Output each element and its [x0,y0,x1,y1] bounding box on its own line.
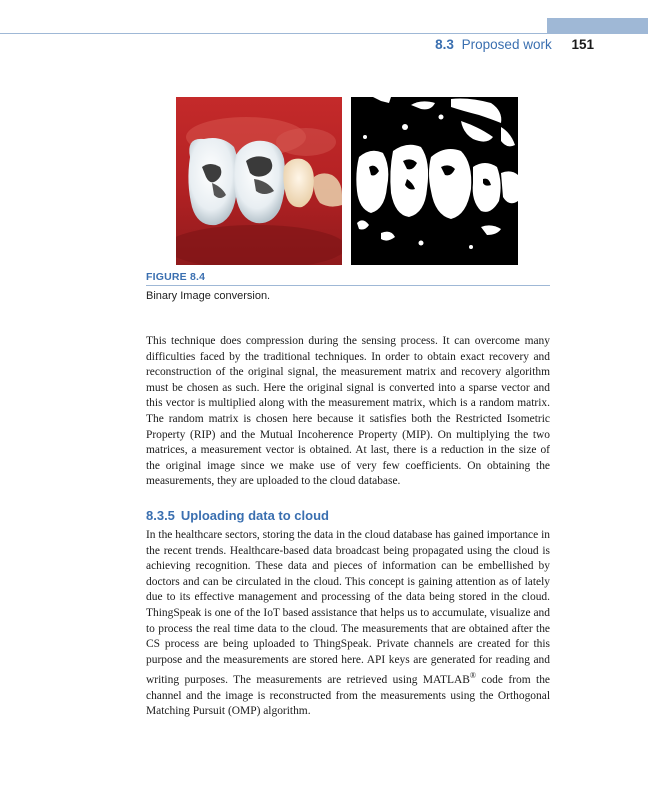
paragraph-2-part-1: In the healthcare sectors, storing the data in the cloud database has gained importance in the recent trends. Healthcare-based data broadcast being propagated using the cloud is achieving recognition. These data and pieces of information can be embellished by doctors and can be circulated in the cloud. This concept is gaining attention as of lately due to its effective management and processing of the data being stored in the cloud. ThingSpeak is one of the IoT based assistance that helps us to accumulate, visualize and to process the real time data to the cloud. The measurements that are obtained after the CS process are being uploaded to ThingSpeak. Private channels are created for this purpose and the measurements are stored here. API keys are generated for reading and writing purposes. The measurements are retrieved using [146,529,550,687]
running-head-section-title: Proposed work [461,37,552,52]
figure-label: FIGURE 8.4 [146,271,206,283]
body-paragraph-2 [146,528,550,720]
matlab-text: MATLAB [422,674,470,687]
binary-image [351,97,518,265]
section-number: 8.3.5 [146,508,175,523]
binary-image-drawing [351,97,518,265]
header-accent-bar [547,18,648,33]
header-rule [0,33,648,34]
paragraph-2-part-2: code from the channel and the image is reconstructed from the measurements using the Orthogonal Matching Pursuit (OMP) algorithm. [146,674,551,718]
section-heading [146,508,329,523]
running-head [435,37,594,52]
section-title: Uploading data to cloud [180,508,329,523]
registered-mark: ® [469,671,476,681]
figure-caption: Binary Image conversion. [146,290,271,302]
dental-photograph [176,97,342,265]
dental-photograph-drawing [176,97,342,265]
body-paragraph-1: This technique does compression during the sensing process. It can overcome many difficulties faced by the traditional techniques. In order to obtain exact recovery and reconstruction of the original signal, the measurement matrix and recovery algorithm must be chosen as such. Here the original signal is converted into a sparse vector and this vector is multiplied along with the measurement matrix, which is a random matrix. The random matrix is chosen here because it satisfies both the Restricted Isometric Property (RIP) and the Mutual Incoherence Property (MIP). On multiplying the two matrices, a measurement vector is obtained. At last, there is a reduction in the size of the original image since we make use of very few coefficients. On obtaining the measurements, they are uploaded to the cloud database. [146,335,550,488]
page-number: 151 [571,37,594,52]
running-head-section-number: 8.3 [435,37,454,52]
figure-rule [146,285,550,286]
